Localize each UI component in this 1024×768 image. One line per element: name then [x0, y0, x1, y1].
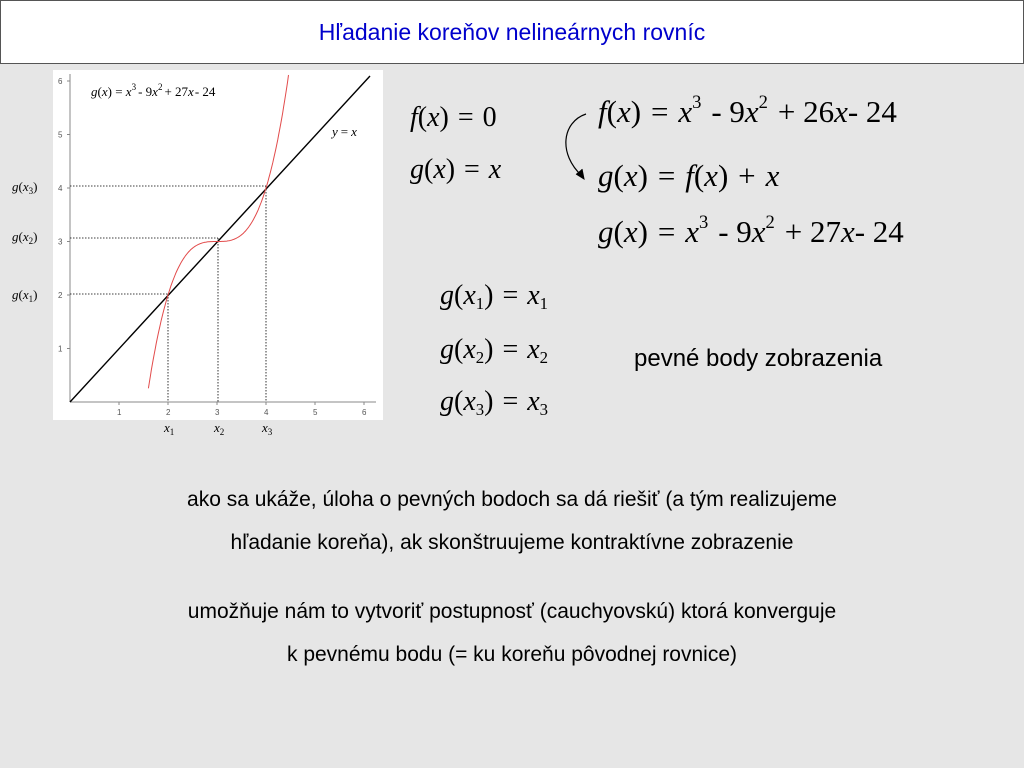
y-tick-label: 2 — [58, 291, 63, 300]
paragraph-line: ako sa ukáže, úloha o pevných bodoch sa dá riešiť (a tým realizujeme — [187, 488, 837, 511]
x1-label: $x_1$ — [164, 420, 175, 437]
paragraph-line: k pevnému bodu (= ku koreňu pôvodnej rovnice) — [286, 643, 738, 666]
y-tick-label: 1 — [58, 344, 63, 354]
y-tick-label: 6 — [58, 77, 63, 86]
x-tick-label: 2 — [166, 408, 171, 417]
equation-g-identity: g(x) = x — [410, 154, 502, 185]
fixed-point-x3: $g(x_3) = x_3$ — [440, 386, 549, 420]
g-x2-label: $g(x_2)$ — [12, 229, 38, 246]
y-tick-label: 3 — [58, 237, 63, 247]
x-tick-label: 4 — [264, 408, 269, 417]
x-tick-label: 1 — [117, 408, 122, 417]
x2-label: $x_2$ — [214, 420, 225, 437]
g-function-label: $g(x) = x^3 - 9x^2 + 27x-$ 24 — [91, 82, 216, 99]
x-tick-label: 3 — [215, 408, 220, 417]
x-tick-label: 6 — [362, 408, 367, 417]
curved-arrow-icon — [556, 108, 596, 188]
paragraph-line: umožňuje nám to vytvoriť postupnosť (cauchyovskú) ktorá konverguje — [187, 600, 837, 623]
fixed-points-label: pevné body zobrazenia — [634, 345, 883, 372]
y-tick-label: 5 — [58, 130, 63, 140]
g-x3-label: $g(x_3)$ — [12, 179, 38, 196]
fixed-point-x2: $g(x_2) = x_2$ — [440, 334, 549, 368]
graph-svg — [0, 66, 390, 446]
g-x1-label: $g(x_1)$ — [12, 287, 38, 304]
x-tick-label: 5 — [313, 408, 318, 417]
identity-line-label: y = x — [332, 124, 357, 139]
title-bar — [0, 0, 1024, 64]
slide-title: Hľadanie koreňov nelineárnych rovníc — [318, 19, 706, 45]
equation-f-definition: $f(x) = x^3 - 9x^2 + 26x-$ 24 — [598, 92, 897, 129]
equation-g-definition: g(x) = f(x) + x — [598, 158, 780, 193]
y-tick-label: 4 — [58, 184, 63, 193]
paragraph-contraction — [40, 478, 984, 564]
fixed-point-graph — [0, 66, 390, 446]
equation-g-expanded: $g(x) = x^3 - 9x^2 + 27x-$ 24 — [598, 212, 904, 249]
paragraph-line: hľadanie koreňa), ak skonštruujeme kontraktívne zobrazenie — [230, 531, 794, 554]
fixed-point-x1: $g(x_1) = x_1$ — [440, 280, 549, 314]
paragraph-convergence — [40, 590, 984, 676]
equation-f-zero: f(x) = 0 — [410, 102, 497, 133]
x3-label: $x_3$ — [262, 420, 273, 437]
